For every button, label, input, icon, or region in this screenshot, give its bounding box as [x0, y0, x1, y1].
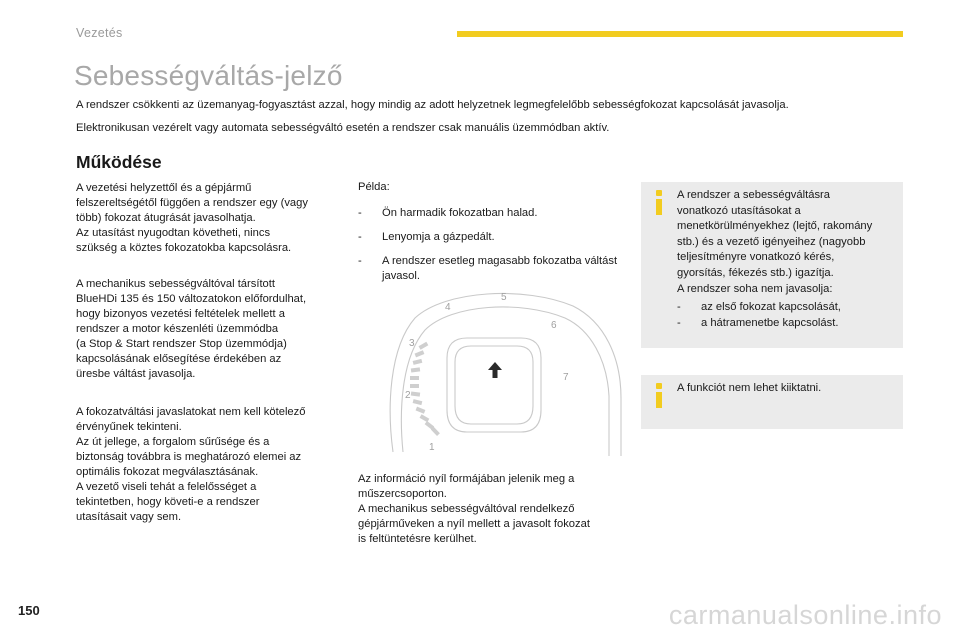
header-accent-bar	[457, 31, 903, 37]
tachometer-segments	[410, 342, 440, 436]
page-title: Sebességváltás-jelző	[74, 60, 343, 91]
info-list-item	[677, 316, 901, 332]
segment	[413, 399, 423, 405]
example-step	[358, 254, 618, 284]
gauge-number-3: 3	[409, 338, 415, 349]
example-steps	[358, 206, 618, 293]
display-frame-inner	[455, 346, 533, 424]
segment	[415, 350, 425, 357]
dash: -	[358, 231, 362, 243]
step-text: Ön harmadik fokozatban halad.	[382, 207, 538, 219]
info-box-text: A funkciót nem lehet kiiktatni.	[677, 382, 822, 394]
watermark: carmanualsonline.info	[668, 600, 942, 630]
gauge-number-7: 7	[563, 372, 569, 383]
example-step	[358, 230, 618, 245]
info-icon	[653, 383, 667, 409]
intro-paragraph-2: Elektronikusan vezérelt vagy automata sebességváltó esetén a rendszer csak manuális üzemmódban aktív.	[76, 122, 610, 134]
dash: -	[677, 301, 681, 313]
gauge-number-4: 4	[445, 302, 451, 313]
inner-bezel	[401, 307, 609, 456]
gauge-number-2: 2	[405, 390, 411, 401]
gauge-number-1: 1	[429, 442, 435, 453]
gear-numbers	[405, 292, 569, 453]
left-paragraph-1: A vezetési helyzettől és a gépjármű felszereltségétől függően a rendszer egy (vagy több) fokozat átugrását javasolhatja. Az utasítást nyugodtan követheti, nincs szükség a köztes fokozatokba kapcsolásra.	[76, 182, 308, 254]
info-box-text: A rendszer a sebességváltásra vonatkozó utasításokat a menetkörülményekhez (lejtő, rakomány stb.) és a vezető igényeihez (nagyobb teljesítményre vonatkozó kérés, gyorsítás, fékezés stb.) igazítja. A rendszer soha nem javasolja:	[677, 189, 873, 295]
step-text: Lenyomja a gázpedált.	[382, 231, 495, 243]
dash: -	[358, 255, 362, 267]
segment	[411, 367, 420, 372]
intro-paragraph-1: A rendszer csökkenti az üzemanyag-fogyasztást azzal, hogy mindig az adott helyzetnek legmegfelelőbb sebességfokozat kapcsolását javasolja.	[76, 99, 789, 111]
dash: -	[358, 207, 362, 219]
segment	[420, 414, 430, 422]
shift-up-arrow-icon	[488, 362, 502, 378]
info-box-cannot-disable	[641, 375, 903, 429]
info-icon	[653, 190, 667, 216]
display-frame	[447, 338, 541, 432]
example-step	[358, 206, 618, 221]
info-box-adaptation	[641, 182, 903, 348]
segment	[410, 384, 419, 388]
page-number: 150	[18, 603, 40, 618]
info-list-text: az első fokozat kapcsolását,	[701, 301, 841, 313]
left-paragraph-2: A mechanikus sebességváltóval társított BlueHDi 135 és 150 változatokon előfordulhat, hogy bizonyos vezetési feltételek mellett a rendszer a motor készenléti üzemmódba (a Stop & Start rendszer Stop üzemmódja) kapcsolásának elősegítése érdekében az üresbe váltást javasolja.	[76, 278, 307, 380]
segment	[416, 407, 426, 414]
segment	[411, 392, 420, 397]
example-label: Példa:	[358, 181, 390, 193]
left-paragraph-3: A fokozatváltási javaslatokat nem kell kötelező érvényűnek tekinteni. Az út jellege, a forgalom sűrűsége és a biztonság továbbra is meghatározó elemei az optimális fokozat megválasztásának. A vezető viseli tehát a felelősséget a tekintetben, hogy követi-e a rendszer utasításait vagy sem.	[76, 406, 306, 523]
gauge-number-5: 5	[501, 292, 507, 303]
section-heading: Működése	[76, 152, 162, 172]
segment	[413, 359, 423, 365]
gauge-number-6: 6	[551, 320, 557, 331]
instrument-cluster-illustration	[385, 288, 623, 456]
segment	[410, 376, 419, 380]
gauge-caption: Az információ nyíl formájában jelenik meg a műszercsoporton. A mechanikus sebességváltóval rendelkező gépjárműveken a nyíl mellett a javasolt fokozat is feltüntetésre kerülhet.	[358, 473, 590, 545]
step-text: A rendszer esetleg magasabb fokozatba váltást javasol.	[382, 255, 618, 282]
dash: -	[677, 316, 681, 329]
segment	[419, 342, 429, 350]
info-list-text: a hátramenetbe kapcsolást.	[701, 316, 839, 329]
info-box-list	[677, 300, 901, 331]
info-list-item	[677, 300, 901, 316]
header-section-label: Vezetés	[76, 26, 123, 40]
